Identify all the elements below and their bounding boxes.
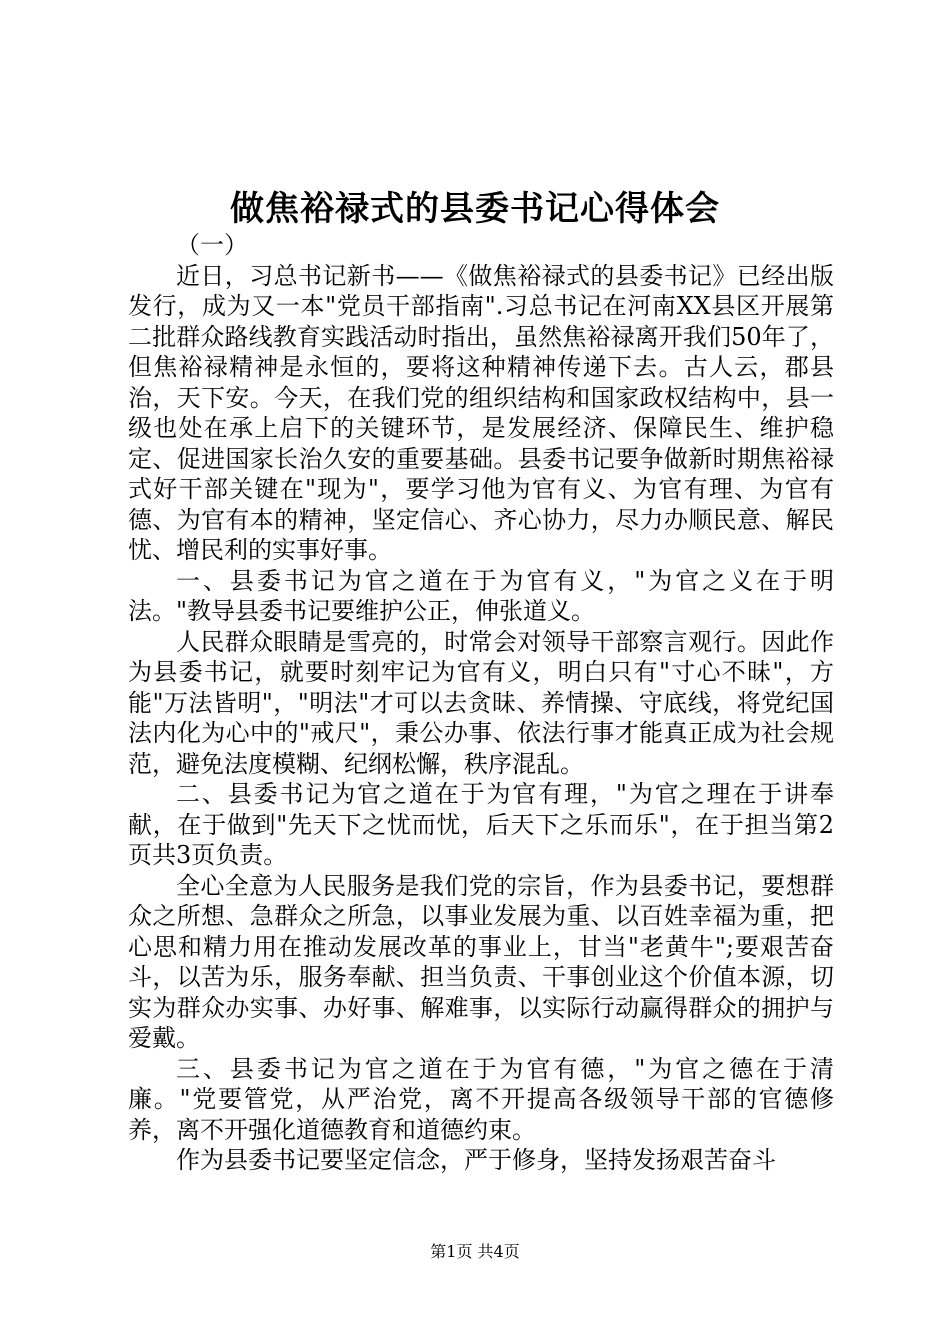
document-body bbox=[128, 230, 834, 1176]
paragraph-point-two-detail: 全心全意为人民服务是我们党的宗旨，作为县委书记，要想群众之所想、急群众之所急，以事业发展为重、以百姓幸福为重，把心思和精力用在推动发展改革的事业上，甘当"老黄牛";要艰苦奋斗，以苦为乐，服务奉献、担当负责、干事创业这个价值本源，切实为群众办实事、办好事、解难事，以实际行动赢得群众的拥护与爱戴。 bbox=[128, 871, 834, 1052]
paragraph-point-three: 三、县委书记为官之道在于为官有德，"为官之德在于清廉。"党要管党，从严治党，离不开提高各级领导干部的官德修养，离不开强化道德教育和道德约束。 bbox=[128, 1054, 834, 1144]
section-number: （一） bbox=[176, 231, 248, 259]
page-footer: 第1页 共4页 bbox=[430, 1242, 520, 1261]
paragraph-point-two: 二、县委书记为官之道在于为官有理，"为官之理在于讲奉献，在于做到"先天下之忧而忧，后天下之乐而乐"，在于担当第2页共3页负责。 bbox=[128, 780, 834, 869]
paragraph-point-one-detail: 人民群众眼睛是雪亮的，时常会对领导干部察言观行。因此作为县委书记，就要时刻牢记为官有义，明白只有"寸心不昧"，方能"万法皆明"，"明法"才可以去贪昧、养情操、守底线，将党纪国法内化为心中的"戒尺"，秉公办事、依法行事才能真正成为社会规范，避免法度模糊、纪纲松懈，秩序混乱。 bbox=[128, 627, 834, 778]
paragraph-intro: 近日，习总书记新书——《做焦裕禄式的县委书记》已经出版发行，成为又一本"党员干部指南".习总书记在河南XX县区开展第二批群众路线教育实践活动时指出，虽然焦裕禄离开我们50年了，但焦裕禄精神是永恒的，要将这种精神传递下去。古人云，郡县治，天下安。今天，在我们党的组织结构和国家政权结构中，县一级也处在承上启下的关键环节，是发展经济、保障民生、维护稳定、促进国家长治久安的重要基础。县委书记要争做新时期焦裕禄式好干部关键在"现为"，要学习他为官有义、为官有理、为官有德、为官有本的精神，坚定信心、齐心协力，尽力办顺民意、解民忧、增民利的实事好事。 bbox=[128, 261, 834, 564]
page-title: 做焦裕禄式的县委书记心得体会 bbox=[230, 189, 720, 229]
paragraph-point-one: 一、县委书记为官之道在于为官有义，"为官之义在于明法。"教导县委书记要维护公正，伸张道义。 bbox=[128, 566, 834, 625]
paragraph-point-three-detail: 作为县委书记要坚定信念，严于修身，坚持发扬艰苦奋斗 bbox=[176, 1146, 776, 1174]
